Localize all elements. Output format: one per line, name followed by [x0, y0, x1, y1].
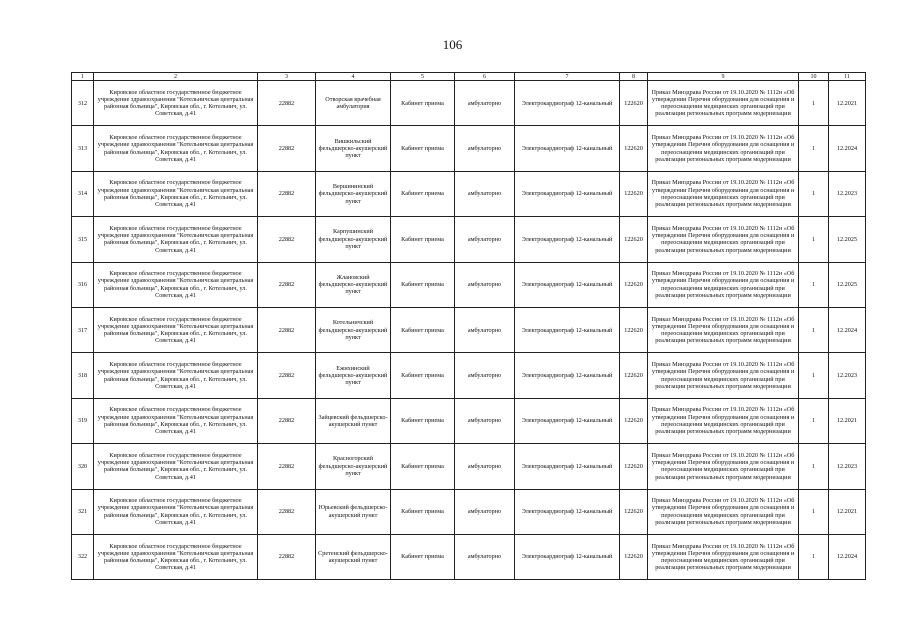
column-header: 7 — [515, 73, 620, 81]
column-header: 10 — [799, 73, 829, 81]
organization-cell: Кировское областное государственное бюджетное учреждение здравоохранения "Котельничская центральная районная больница", Кировская обл., г. Котельнич, ул. Советская, д.41 — [94, 171, 258, 216]
care-conditions-cell: амбулаторно — [455, 353, 515, 398]
header-row — [72, 73, 866, 81]
table-row — [72, 307, 866, 352]
column-header: 11 — [829, 73, 866, 81]
table-row — [72, 171, 866, 216]
care-conditions-cell: амбулаторно — [455, 171, 515, 216]
subdivision-cell: Зайцевский фельдшерско-акушерский пункт — [316, 398, 391, 443]
care-conditions-cell: амбулаторно — [455, 217, 515, 262]
org-code-cell: 22882 — [258, 126, 316, 171]
quantity-cell: 1 — [799, 262, 829, 307]
organization-cell: Кировское областное государственное бюджетное учреждение здравоохранения "Котельничская центральная районная больница", Кировская обл., г. Котельнич, ул. Советская, д.41 — [94, 534, 258, 579]
subdivision-cell: Юрьевский фельдшерско-акушерский пункт — [316, 489, 391, 534]
organization-cell: Кировское областное государственное бюджетное учреждение здравоохранения "Котельничская центральная районная больница", Кировская обл., г. Котельнич, ул. Советская, д.41 — [94, 444, 258, 489]
equipment-name-cell: Электрокардиограф 12-канальный — [515, 353, 620, 398]
equipment-name-cell: Электрокардиограф 12-канальный — [515, 126, 620, 171]
row-number-cell: 313 — [72, 126, 94, 171]
organization-cell: Кировское областное государственное бюджетное учреждение здравоохранения "Котельничская центральная районная больница", Кировская обл., г. Котельнич, ул. Советская, д.41 — [94, 398, 258, 443]
due-date-cell: 12.2025 — [829, 217, 866, 262]
equipment-name-cell: Электрокардиограф 12-канальный — [515, 398, 620, 443]
table-row — [72, 262, 866, 307]
equipment-name-cell: Электрокардиограф 12-канальный — [515, 217, 620, 262]
legal-basis-cell: Приказ Минздрава России от 19.10.2020 № 1112н «Об утверждении Перечня оборудования для оснащения и переоснащения медицинских организаций при реализации региональных программ модернизации — [648, 444, 799, 489]
room-cell: Кабинет приема — [391, 444, 455, 489]
subdivision-cell: Котельничский фельдшерско-акушерский пункт — [316, 307, 391, 352]
org-code-cell: 22882 — [258, 81, 316, 126]
quantity-cell: 1 — [799, 444, 829, 489]
equipment-name-cell: Электрокардиограф 12-канальный — [515, 444, 620, 489]
due-date-cell: 12.2025 — [829, 262, 866, 307]
due-date-cell: 12.2024 — [829, 534, 866, 579]
quantity-cell: 1 — [799, 489, 829, 534]
org-code-cell: 22882 — [258, 171, 316, 216]
quantity-cell: 1 — [799, 398, 829, 443]
quantity-cell: 1 — [799, 534, 829, 579]
row-number-cell: 316 — [72, 262, 94, 307]
table-row — [72, 398, 866, 443]
quantity-cell: 1 — [799, 81, 829, 126]
table-row — [72, 353, 866, 398]
table-row — [72, 444, 866, 489]
legal-basis-cell: Приказ Минздрава России от 19.10.2020 № 1112н «Об утверждении Перечня оборудования для оснащения и переоснащения медицинских организаций при реализации региональных программ модернизации — [648, 171, 799, 216]
due-date-cell: 12.2023 — [829, 353, 866, 398]
equipment-code-cell: 122620 — [620, 398, 648, 443]
equipment-code-cell: 122620 — [620, 171, 648, 216]
room-cell: Кабинет приема — [391, 171, 455, 216]
subdivision-cell: Вершининский фельдшерско-акушерский пункт — [316, 171, 391, 216]
legal-basis-cell: Приказ Минздрава России от 19.10.2020 № 1112н «Об утверждении Перечня оборудования для оснащения и переоснащения медицинских организаций при реализации региональных программ модернизации — [648, 217, 799, 262]
legal-basis-cell: Приказ Минздрава России от 19.10.2020 № 1112н «Об утверждении Перечня оборудования для оснащения и переоснащения медицинских организаций при реализации региональных программ модернизации — [648, 262, 799, 307]
due-date-cell: 12.2023 — [829, 171, 866, 216]
subdivision-cell: Жлановский фельдшерско-акушерский пункт — [316, 262, 391, 307]
page-number: 106 — [442, 37, 463, 52]
equipment-code-cell: 122620 — [620, 262, 648, 307]
quantity-cell: 1 — [799, 171, 829, 216]
room-cell: Кабинет приема — [391, 217, 455, 262]
quantity-cell: 1 — [799, 126, 829, 171]
legal-basis-cell: Приказ Минздрава России от 19.10.2020 № 1112н «Об утверждении Перечня оборудования для оснащения и переоснащения медицинских организаций при реализации региональных программ модернизации — [648, 534, 799, 579]
room-cell: Кабинет приема — [391, 534, 455, 579]
subdivision-cell: Красногорский фельдшерско-акушерский пункт — [316, 444, 391, 489]
due-date-cell: 12.2024 — [829, 126, 866, 171]
quantity-cell: 1 — [799, 217, 829, 262]
legal-basis-cell: Приказ Минздрава России от 19.10.2020 № 1112н «Об утверждении Перечня оборудования для оснащения и переоснащения медицинских организаций при реализации региональных программ модернизации — [648, 307, 799, 352]
organization-cell: Кировское областное государственное бюджетное учреждение здравоохранения "Котельничская центральная районная больница", Кировская обл., г. Котельнич, ул. Советская, д.41 — [94, 353, 258, 398]
equipment-code-cell: 122620 — [620, 307, 648, 352]
equipment-name-cell: Электрокардиограф 12-канальный — [515, 489, 620, 534]
equipment-code-cell: 122620 — [620, 534, 648, 579]
care-conditions-cell: амбулаторно — [455, 534, 515, 579]
column-header: 4 — [316, 73, 391, 81]
equipment-name-cell: Электрокардиограф 12-канальный — [515, 307, 620, 352]
column-header: 2 — [94, 73, 258, 81]
organization-cell: Кировское областное государственное бюджетное учреждение здравоохранения "Котельничская центральная районная больница", Кировская обл., г. Котельнич, ул. Советская, д.41 — [94, 217, 258, 262]
row-number-cell: 319 — [72, 398, 94, 443]
row-number-cell: 312 — [72, 81, 94, 126]
organization-cell: Кировское областное государственное бюджетное учреждение здравоохранения "Котельничская центральная районная больница", Кировская обл., г. Котельнич, ул. Советская, д.41 — [94, 489, 258, 534]
room-cell: Кабинет приема — [391, 398, 455, 443]
org-code-cell: 22882 — [258, 353, 316, 398]
legal-basis-cell: Приказ Минздрава России от 19.10.2020 № 1112н «Об утверждении Перечня оборудования для оснащения и переоснащения медицинских организаций при реализации региональных программ модернизации — [648, 126, 799, 171]
care-conditions-cell: амбулаторно — [455, 444, 515, 489]
table-row — [72, 489, 866, 534]
care-conditions-cell: амбулаторно — [455, 307, 515, 352]
org-code-cell: 22882 — [258, 444, 316, 489]
table-row — [72, 534, 866, 579]
row-number-cell: 318 — [72, 353, 94, 398]
legal-basis-cell: Приказ Минздрава России от 19.10.2020 № 1112н «Об утверждении Перечня оборудования для оснащения и переоснащения медицинских организаций при реализации региональных программ модернизации — [648, 81, 799, 126]
room-cell: Кабинет приема — [391, 489, 455, 534]
due-date-cell: 12.2021 — [829, 398, 866, 443]
column-header: 1 — [72, 73, 94, 81]
row-number-cell: 321 — [72, 489, 94, 534]
org-code-cell: 22882 — [258, 262, 316, 307]
column-header: 5 — [391, 73, 455, 81]
column-header: 8 — [620, 73, 648, 81]
room-cell: Кабинет приема — [391, 126, 455, 171]
equipment-code-cell: 122620 — [620, 126, 648, 171]
legal-basis-cell: Приказ Минздрава России от 19.10.2020 № 1112н «Об утверждении Перечня оборудования для оснащения и переоснащения медицинских организаций при реализации региональных программ модернизации — [648, 489, 799, 534]
row-number-cell: 322 — [72, 534, 94, 579]
org-code-cell: 22882 — [258, 398, 316, 443]
care-conditions-cell: амбулаторно — [455, 262, 515, 307]
equipment-code-cell: 122620 — [620, 81, 648, 126]
room-cell: Кабинет приема — [391, 262, 455, 307]
care-conditions-cell: амбулаторно — [455, 81, 515, 126]
quantity-cell: 1 — [799, 353, 829, 398]
organization-cell: Кировское областное государственное бюджетное учреждение здравоохранения "Котельничская центральная районная больница", Кировская обл., г. Котельнич, ул. Советская, д.41 — [94, 307, 258, 352]
row-number-cell: 320 — [72, 444, 94, 489]
table-body — [72, 81, 866, 580]
row-number-cell: 315 — [72, 217, 94, 262]
subdivision-cell: Ежихинский фельдшерско-акушерский пункт — [316, 353, 391, 398]
quantity-cell: 1 — [799, 307, 829, 352]
organization-cell: Кировское областное государственное бюджетное учреждение здравоохранения "Котельничская центральная районная больница", Кировская обл., г. Котельнич, ул. Советская, д.41 — [94, 81, 258, 126]
room-cell: Кабинет приема — [391, 307, 455, 352]
subdivision-cell: Сретенский фельдшерско-акушерский пункт — [316, 534, 391, 579]
column-header: 9 — [648, 73, 799, 81]
due-date-cell: 12.2023 — [829, 444, 866, 489]
org-code-cell: 22882 — [258, 489, 316, 534]
org-code-cell: 22882 — [258, 217, 316, 262]
equipment-code-cell: 122620 — [620, 353, 648, 398]
subdivision-cell: Карпушинский фельдшерско-акушерский пункт — [316, 217, 391, 262]
equipment-table — [71, 72, 866, 580]
subdivision-cell: Отворская врачебная амбулатория — [316, 81, 391, 126]
org-code-cell: 22882 — [258, 307, 316, 352]
equipment-code-cell: 122620 — [620, 444, 648, 489]
legal-basis-cell: Приказ Минздрава России от 19.10.2020 № 1112н «Об утверждении Перечня оборудования для оснащения и переоснащения медицинских организаций при реализации региональных программ модернизации — [648, 398, 799, 443]
org-code-cell: 22882 — [258, 534, 316, 579]
equipment-name-cell: Электрокардиограф 12-канальный — [515, 534, 620, 579]
equipment-name-cell: Электрокардиограф 12-канальный — [515, 81, 620, 126]
legal-basis-cell: Приказ Минздрава России от 19.10.2020 № 1112н «Об утверждении Перечня оборудования для оснащения и переоснащения медицинских организаций при реализации региональных программ модернизации — [648, 353, 799, 398]
organization-cell: Кировское областное государственное бюджетное учреждение здравоохранения "Котельничская центральная районная больница", Кировская обл., г. Котельнич, ул. Советская, д.41 — [94, 262, 258, 307]
column-header: 3 — [258, 73, 316, 81]
due-date-cell: 12.2021 — [829, 81, 866, 126]
equipment-code-cell: 122620 — [620, 489, 648, 534]
column-header: 6 — [455, 73, 515, 81]
subdivision-cell: Вишкильский фельдшерско-акушерский пункт — [316, 126, 391, 171]
care-conditions-cell: амбулаторно — [455, 398, 515, 443]
room-cell: Кабинет приема — [391, 353, 455, 398]
organization-cell: Кировское областное государственное бюджетное учреждение здравоохранения "Котельничская центральная районная больница", Кировская обл., г. Котельнич, ул. Советская, д.41 — [94, 126, 258, 171]
care-conditions-cell: амбулаторно — [455, 126, 515, 171]
equipment-name-cell: Электрокардиограф 12-канальный — [515, 262, 620, 307]
row-number-cell: 314 — [72, 171, 94, 216]
equipment-name-cell: Электрокардиограф 12-канальный — [515, 171, 620, 216]
table-row — [72, 126, 866, 171]
due-date-cell: 12.2021 — [829, 489, 866, 534]
room-cell: Кабинет приема — [391, 81, 455, 126]
table-row — [72, 81, 866, 126]
row-number-cell: 317 — [72, 307, 94, 352]
equipment-code-cell: 122620 — [620, 217, 648, 262]
care-conditions-cell: амбулаторно — [455, 489, 515, 534]
table-row — [72, 217, 866, 262]
due-date-cell: 12.2024 — [829, 307, 866, 352]
